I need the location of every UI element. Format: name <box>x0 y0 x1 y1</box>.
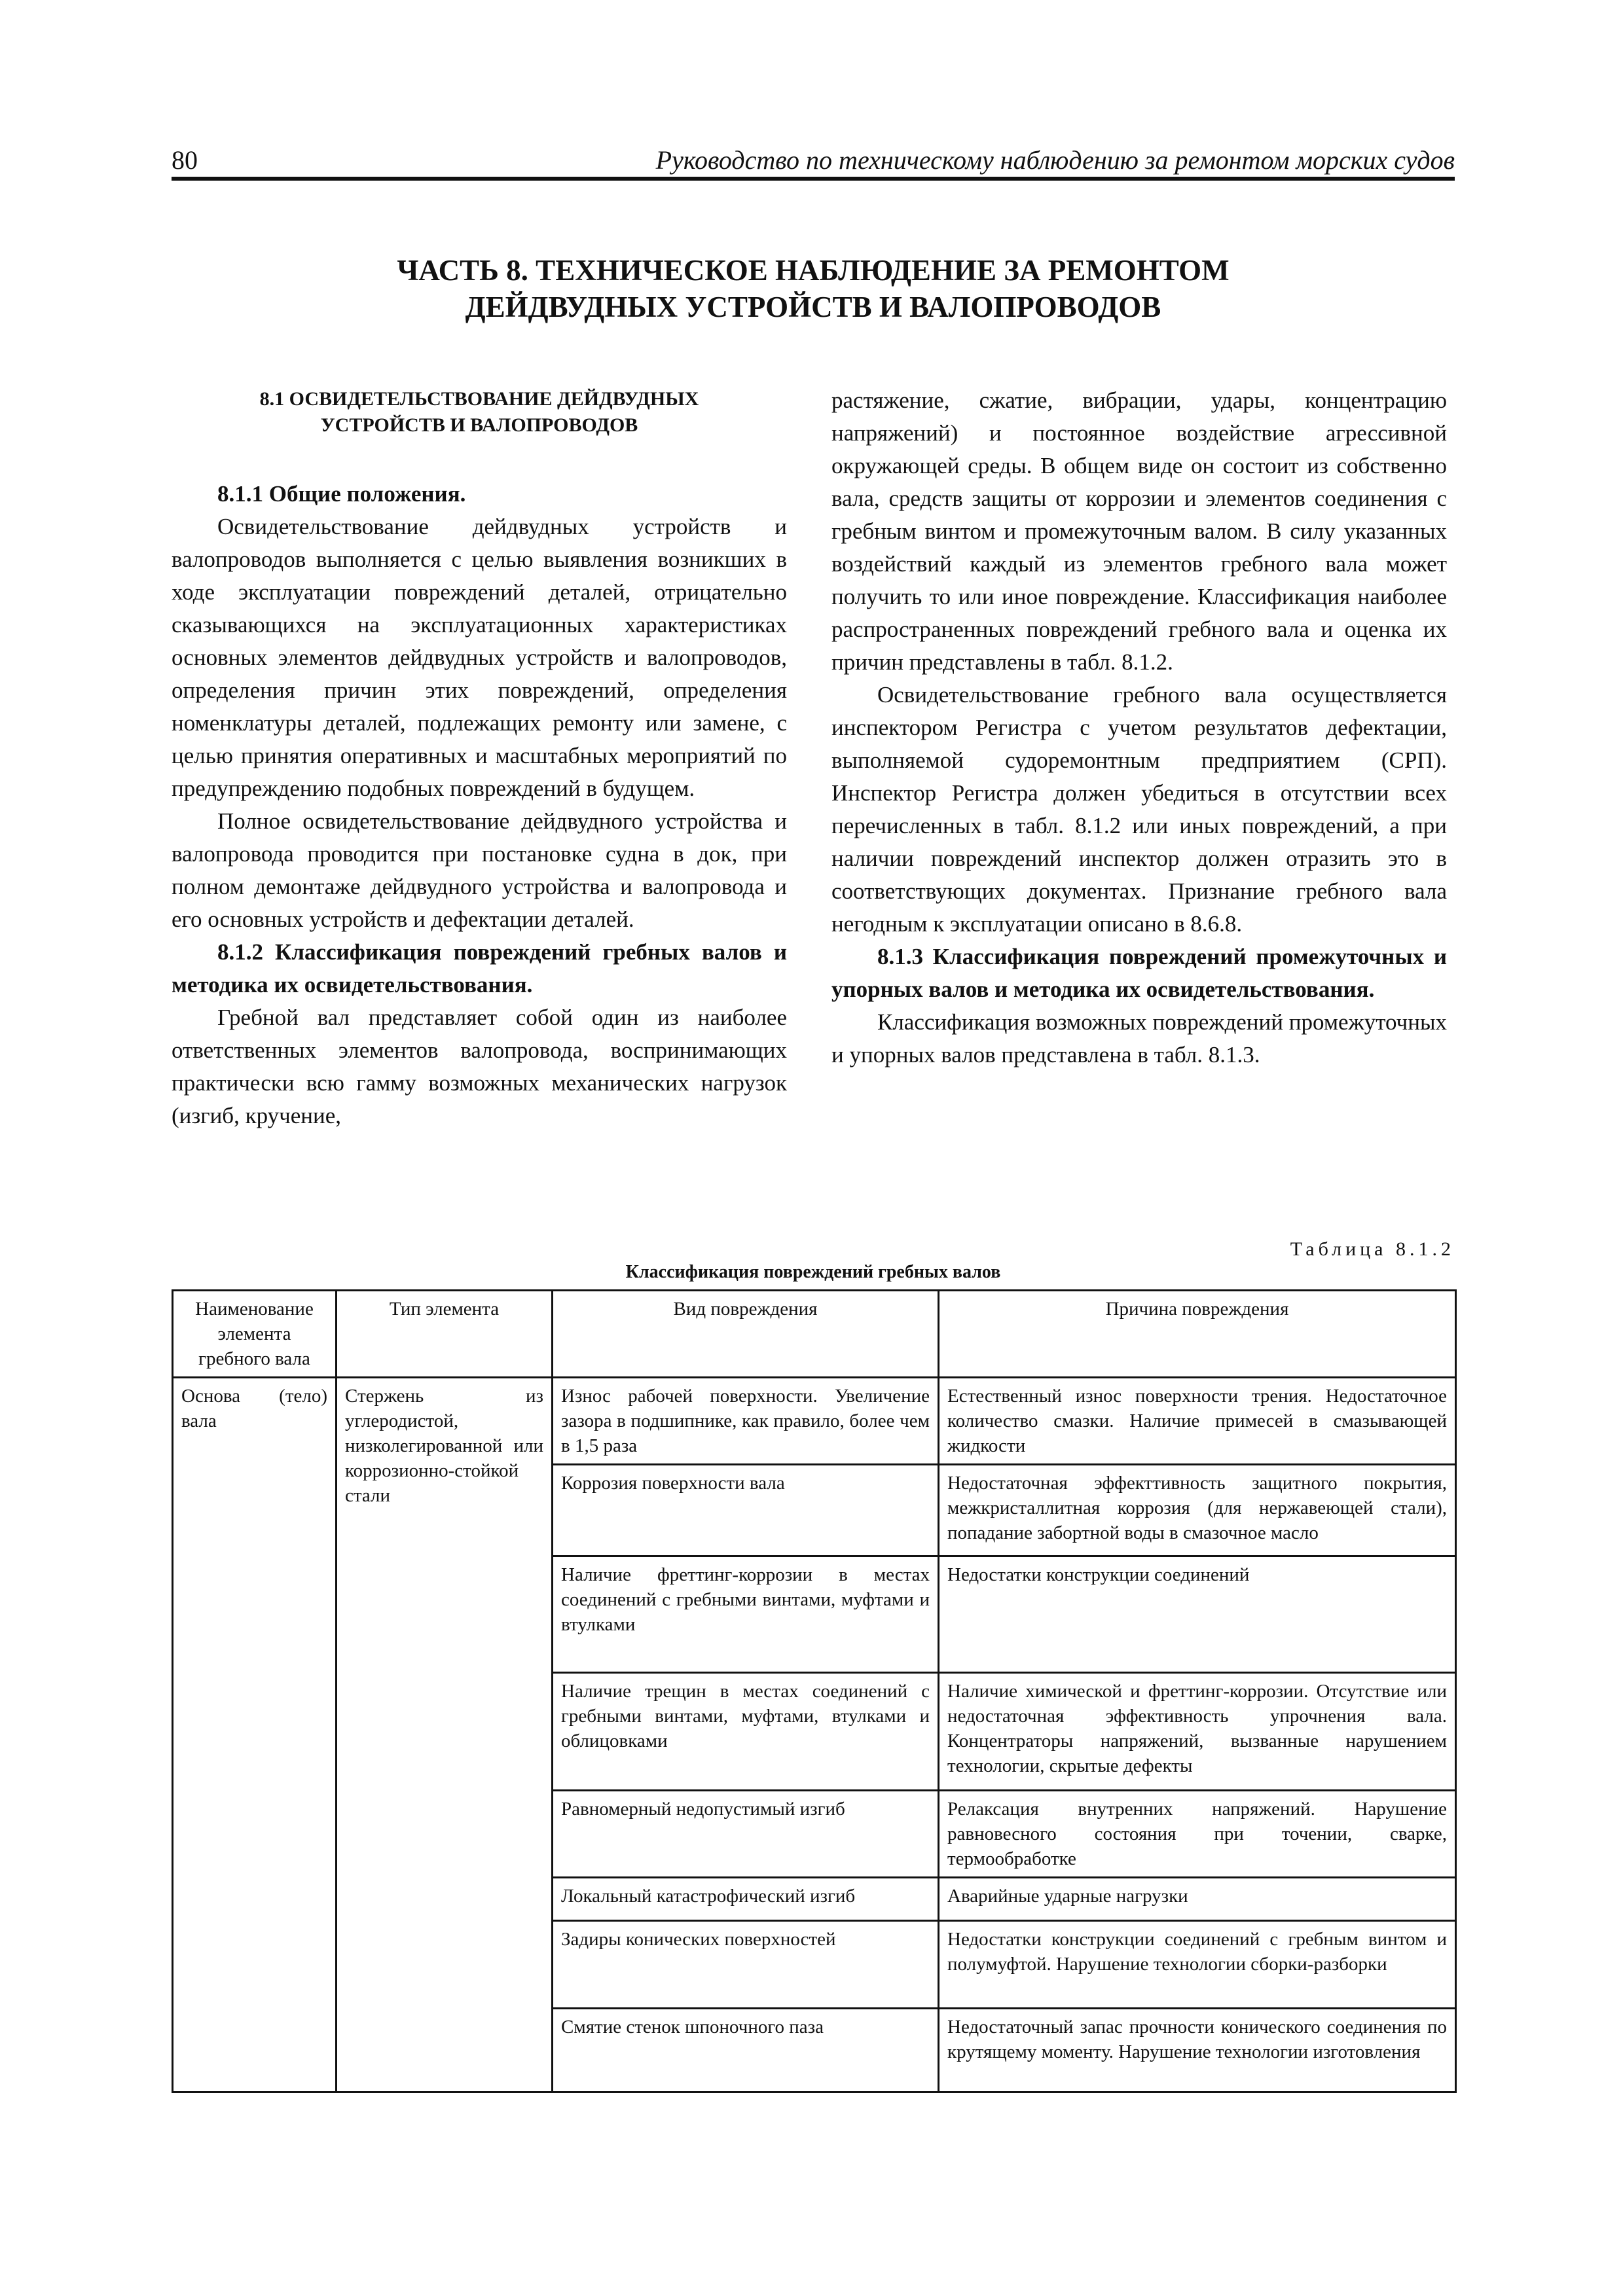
section-heading-line2: УСТРОЙСТВ И ВАЛОПРОВОДОВ <box>320 414 638 436</box>
damage-cell: Коррозия поверхности вала <box>553 1465 939 1556</box>
cause-cell: Наличие химической и фреттинг-коррозии. Отсутствие или недостаточная эффективность упрочнения вала. Концентраторы напряжений, вызванные нарушением технологии, скрытые дефекты <box>939 1673 1456 1791</box>
section-heading-line1: 8.1 ОСВИДЕТЕЛЬСТВОВАНИЕ ДЕЙДВУДНЫХ <box>259 388 699 410</box>
table-title: Классификация повреждений гребных валов <box>625 1262 1001 1282</box>
subsection-8-1-3: 8.1.3 Классификация повреждений промежуточных и упорных валов и методика их освидетельствования. <box>831 944 1447 1002</box>
damage-cell: Локальный катастрофический изгиб <box>553 1878 939 1921</box>
table-row <box>173 1378 1456 1465</box>
table-header-row <box>173 1291 1456 1378</box>
paragraph: Гребной вал представляет собой один из наиболее ответственных элементов валопровода, воспринимающих практически всю гамму возможных механических нагрузок (изгиб, кручение, <box>172 1005 787 1128</box>
chapter-title-line1: ЧАСТЬ 8. ТЕХНИЧЕСКОЕ НАБЛЮДЕНИЕ ЗА РЕМОНТОМ <box>397 254 1230 287</box>
cause-cell: Недостатки конструкции соединений с гребным винтом и полумуфтой. Нарушение технологии сборки-разборки <box>939 1921 1456 2009</box>
page-number: 80 <box>172 145 198 175</box>
paragraph: Освидетельствование дейдвудных устройств и валопроводов выполняется с целью выявления возникших в ходе эксплуатации повреждений деталей, отрицательно сказывающихся на эксплуатационных характеристиках основных элементов дейдвудных устройств и валопроводов, определения причин этих повреждений, определения номенклатуры деталей, подлежащих ремонту или замене, с целью принятия оперативных и масштабных мероприятий по предупреждению подобных повреждений в будущем. <box>172 514 787 801</box>
damage-cell: Наличие фреттинг-коррозии в местах соединений с гребными винтами, муфтами и втулками <box>553 1556 939 1673</box>
subsection-8-1-2: 8.1.2 Классификация повреждений гребных валов и методика их освидетельствования. <box>172 939 787 997</box>
cause-cell: Недостатки конструкции соединений <box>939 1556 1456 1673</box>
column-header: Причина повреждения <box>939 1291 1456 1378</box>
column-header: Наименование элемента гребного вала <box>173 1291 337 1378</box>
column-header: Вид повреждения <box>553 1291 939 1378</box>
subsection-8-1-1: 8.1.1 Общие положения. <box>217 481 466 507</box>
damage-cell: Износ рабочей поверхности. Увеличение зазора в подшипнике, как правило, более чем в 1,5 раза <box>553 1378 939 1465</box>
column-header: Тип элемента <box>337 1291 553 1378</box>
cause-cell: Аварийные ударные нагрузки <box>939 1878 1456 1921</box>
damage-classification-table <box>172 1289 1457 2093</box>
paragraph: растяжение, сжатие, вибрации, удары, концентрацию напряжений) и постоянное воздействие агрессивной окружающей среды. В общем виде он состоит из собственно вала, средств защиты от коррозии и элементов соединения с гребным винтом и промежуточным валом. В силу указанных воздействий каждый из элементов гребного вала может получить то или иное повреждение. Классификация наиболее распространенных повреждений гребного вала и оценка их причин представлены в табл. 8.1.2. <box>831 387 1447 675</box>
cause-cell: Недостаточный запас прочности конического соединения по крутящему моменту. Нарушение технологии изготовления <box>939 2009 1456 2092</box>
header-rule <box>172 177 1455 181</box>
element-name-cell: Основа (тело) вала <box>173 1378 337 2092</box>
damage-cell: Задиры конических поверхностей <box>553 1921 939 2009</box>
damage-cell: Наличие трещин в местах соединений с гребными винтами, муфтами, втулками и облицовками <box>553 1673 939 1791</box>
right-column <box>831 384 1447 1071</box>
table-label: Таблица 8.1.2 <box>1290 1238 1455 1260</box>
element-type-cell: Стержень из углеродистой, низколегированной или коррозионно-стойкой стали <box>337 1378 553 2092</box>
paragraph: Классификация возможных повреждений промежуточных и упорных валов представлена в табл. 8.1.3. <box>831 1009 1447 1067</box>
cause-cell: Релаксация внутренних напряжений. Нарушение равновесного состояния при точении, сварке, термообработке <box>939 1791 1456 1878</box>
section-heading <box>172 386 787 439</box>
chapter-title-line2: ДЕЙДВУДНЫХ УСТРОЙСТВ И ВАЛОПРОВОДОВ <box>465 291 1161 323</box>
running-title: Руководство по техническому наблюдению за ремонтом морских судов <box>655 145 1455 175</box>
left-column <box>172 386 787 1132</box>
paragraph: Освидетельствование гребного вала осуществляется инспектором Регистра с учетом результатов дефектации, выполняемой судоремонтным предприятием (СРП). Инспектор Регистра должен убедиться в отсутствии всех перечисленных в табл. 8.1.2 или иных повреждений, а при наличии повреждений инспектор должен отразить это в соответствующих документах. Признание гребного вала негодным к эксплуатации описано в 8.6.8. <box>831 682 1447 937</box>
cause-cell: Естественный износ поверхности трения. Недостаточное количество смазки. Наличие примесей в смазывающей жидкости <box>939 1378 1456 1465</box>
paragraph: Полное освидетельствование дейдвудного устройства и валопровода проводится при постановке судна в док, при полном демонтаже дейдвудного устройства и валопровода и его основных устройств и дефектации деталей. <box>172 808 787 932</box>
damage-cell: Равномерный недопустимый изгиб <box>553 1791 939 1878</box>
damage-cell: Смятие стенок шпоночного паза <box>553 2009 939 2092</box>
chapter-title <box>172 252 1455 325</box>
running-header <box>172 143 1455 181</box>
cause-cell: Недостаточная эффекттивность защитного покрытия, межкристаллитная коррозия (для нержавеющей стали), попадание забортной воды в смазочное масло <box>939 1465 1456 1556</box>
